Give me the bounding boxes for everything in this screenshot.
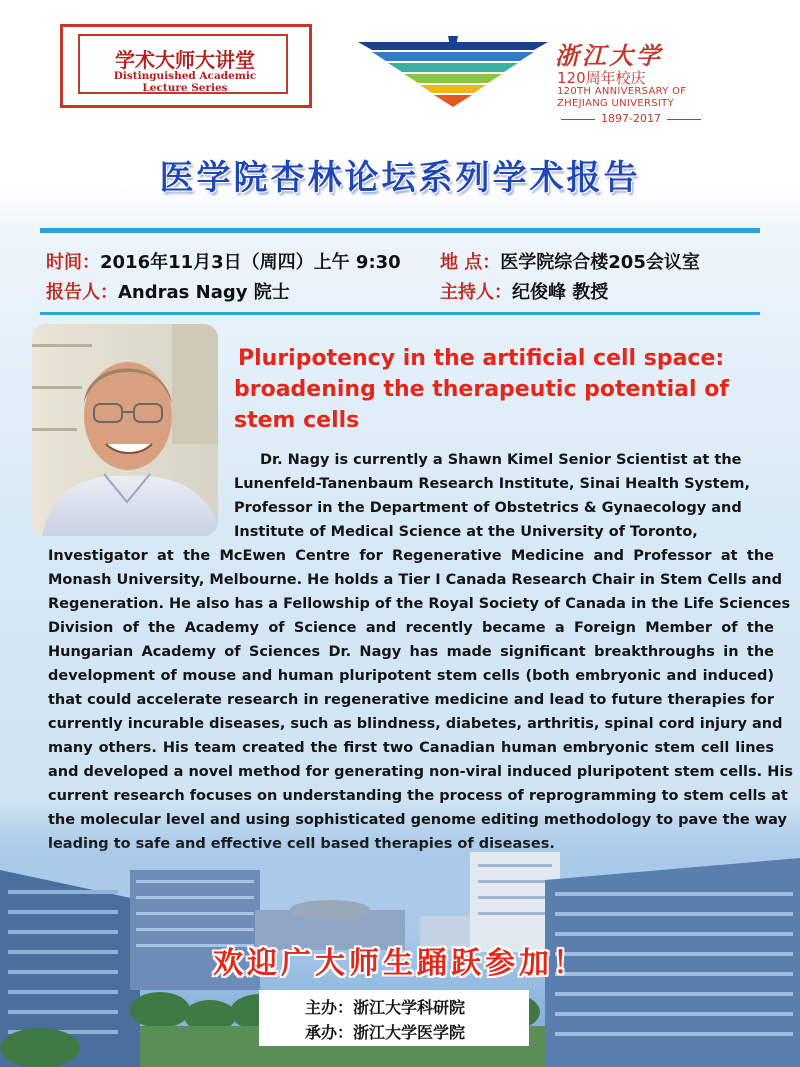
bio-line: the molecular level and using sophisticated genome editing methodology to pave the way — [48, 812, 787, 828]
anniversary-en-line1: 120TH ANNIVERSARY OF — [557, 86, 687, 97]
lecture-series-cn: 学术大师大讲堂 — [115, 48, 255, 72]
bio-line: Regeneration. He also has a Fellowship of the Royal Society of Canada in the Life Sciences — [48, 596, 791, 612]
page-title: 医学院杏林论坛系列学术报告 — [159, 158, 641, 198]
bio-line: development of mouse and human pluripotent stem cells (both embryonic and induced) — [48, 668, 774, 684]
bio-line: Professor in the Department of Obstetrics & Gynaecology and — [234, 500, 742, 516]
place-label: 地 点： — [440, 252, 501, 273]
bio-line: Lunenfeld-Tanenbaum Research Institute, Sinai Health System, — [234, 476, 751, 492]
anniversary-years: 1897-2017 — [555, 112, 707, 125]
event-speaker — [46, 278, 290, 304]
time-value: 2016年11月3日（周四）上午 9:30 — [100, 252, 401, 273]
bio-line: many others. His team created the first two Canadian human embryonic stem cell lines — [48, 740, 774, 756]
talk-title-line: Pluripotency in the artificial cell space: — [238, 346, 725, 371]
divider-bottom — [40, 312, 760, 315]
anniversary-en-line2: ZHEJIANG UNIVERSITY — [557, 98, 674, 109]
speaker-value: Andras Nagy 院士 — [118, 282, 290, 303]
anniversary-emblem-icon — [358, 36, 548, 108]
lecture-series-en-line1: Distinguished Academic — [113, 70, 257, 82]
bio-line: currently incurable diseases, such as blindness, diabetes, arthritis, spinal cord injury and — [48, 716, 783, 732]
bio-line: Division of the Academy of Science and recently became a Foreign Member of the — [48, 620, 774, 636]
university-name: 浙江大学 — [555, 41, 663, 70]
logo-inner-frame — [78, 34, 288, 94]
speaker-label: 报告人： — [46, 282, 118, 303]
speaker-bio-intro — [234, 448, 782, 544]
talk-title-line: broadening the therapeutic potential of — [234, 377, 729, 402]
welcome-banner: 欢迎广大师生踊跃参加！ — [213, 946, 587, 981]
talk-title-line: stem cells — [234, 408, 360, 433]
host-label: 主持人： — [440, 282, 512, 303]
bio-line: current research focuses on understanding the process of reprogramming to stem cells at — [48, 788, 788, 804]
co-organizer: 承办：浙江大学医学院 — [305, 1023, 466, 1042]
bio-line: Institute of Medical Science at the University of Toronto, — [234, 524, 698, 540]
anniversary-cn: 120周年校庆 — [557, 69, 646, 87]
place-value: 医学院综合楼205会议室 — [500, 252, 700, 273]
event-time — [46, 248, 401, 274]
bio-line: Investigator at the McEwen Centre for Regenerative Medicine and Professor at the — [48, 548, 774, 564]
organizer: 主办：浙江大学科研院 — [305, 998, 466, 1017]
university-wordmark — [555, 36, 745, 125]
talk-title — [234, 343, 782, 436]
bio-line: that could accelerate research in regenerative medicine and lead to future therapies for — [48, 692, 774, 708]
divider-top — [40, 228, 760, 233]
lecture-series-logo — [60, 24, 312, 108]
bio-line: Monash University, Melbourne. He holds a Tier I Canada Research Chair in Stem Cells and — [48, 572, 782, 588]
lecture-series-en-line2: Lecture Series — [142, 82, 228, 94]
host-value: 纪俊峰 教授 — [512, 282, 609, 303]
organizer-box — [259, 990, 529, 1046]
bio-line: and developed a novel method for generating non-viral induced pluripotent stem cells. His — [48, 764, 793, 780]
bio-line: Dr. Nagy is currently a Shawn Kimel Senior Scientist at the — [260, 452, 742, 468]
bio-line: Hungarian Academy of Sciences Dr. Nagy has made significant breakthroughs in the — [48, 644, 774, 660]
event-host — [440, 278, 608, 304]
speaker-bio — [48, 544, 793, 856]
time-label: 时间： — [46, 252, 100, 273]
speaker-photo — [32, 324, 218, 536]
event-place — [440, 248, 700, 274]
